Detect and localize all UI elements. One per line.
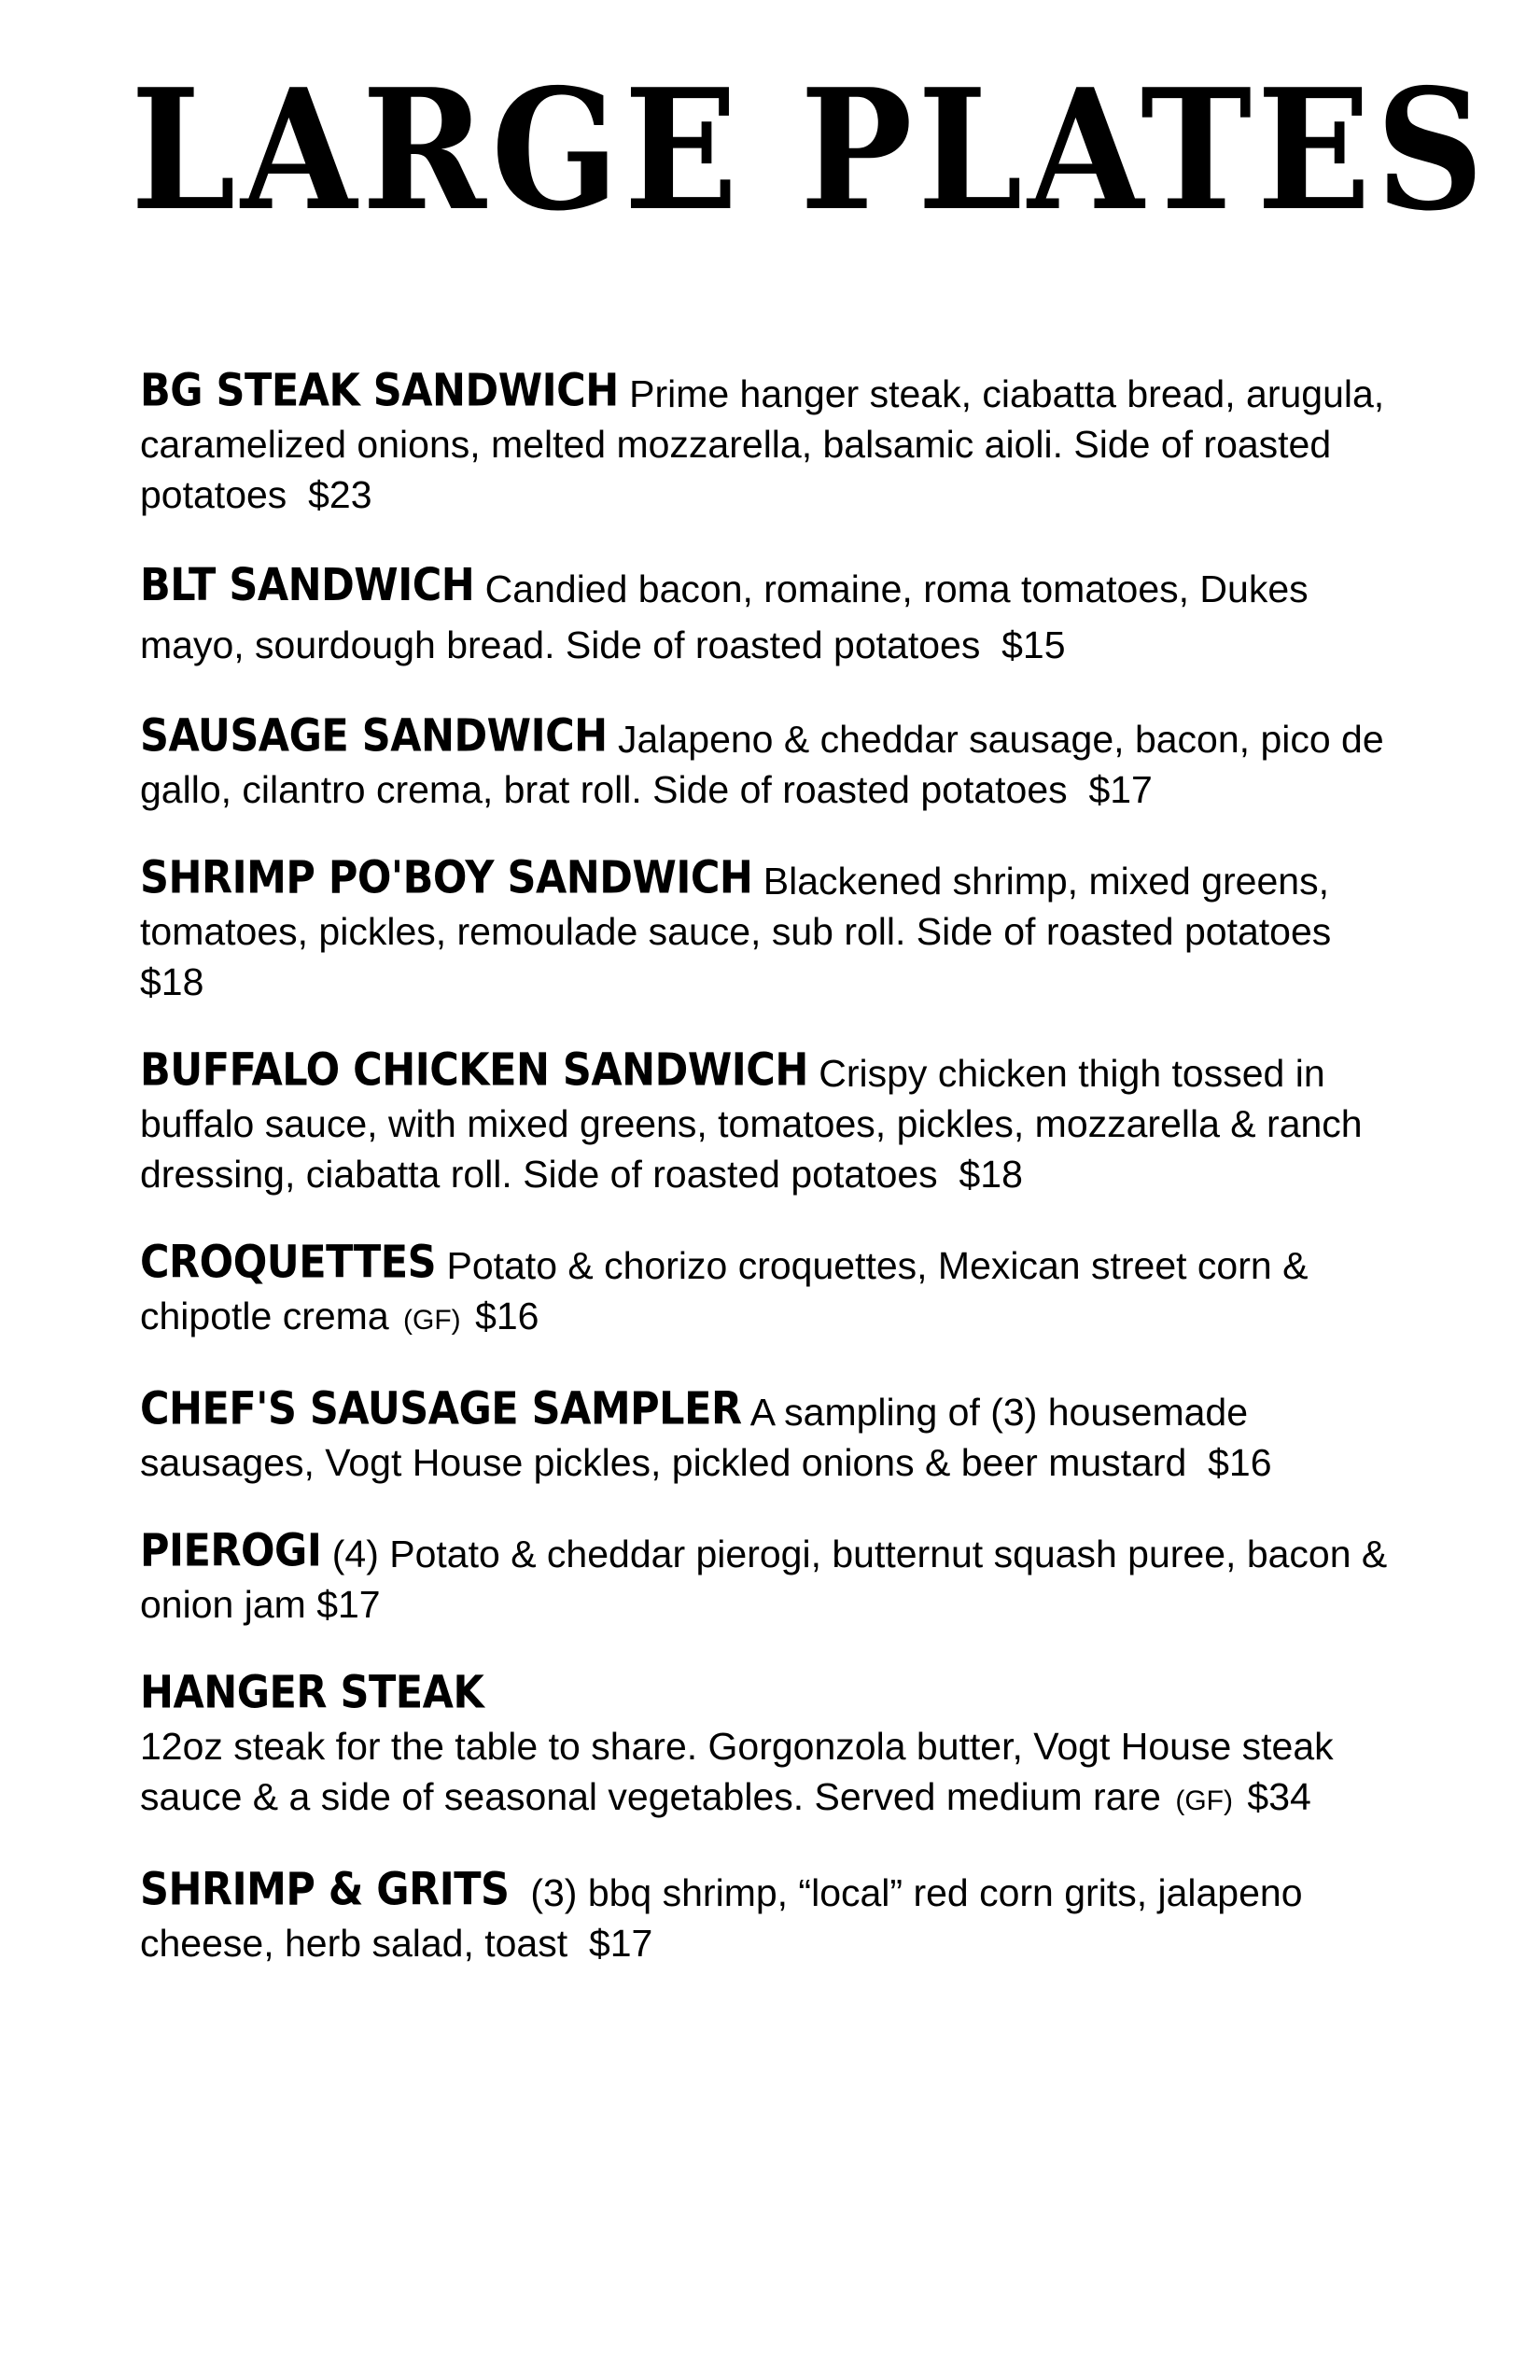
gluten-free-tag: (GF) bbox=[1175, 1785, 1233, 1816]
menu-item bbox=[140, 851, 1409, 1007]
item-price: $16 bbox=[1208, 1441, 1272, 1484]
menu-item bbox=[140, 1524, 1409, 1630]
item-description: Crispy chicken thigh tossed in buffalo sauce, with mixed greens, tomatoes, pickles, mozzarella & ranch dressing, ciabatta roll. Side of roasted potatoes bbox=[140, 1052, 1363, 1196]
item-price: $17 bbox=[1088, 768, 1153, 811]
menu-item bbox=[140, 1236, 1409, 1346]
item-price: $18 bbox=[140, 960, 204, 1003]
menu-item bbox=[140, 364, 1409, 520]
item-name: BG STEAK SANDWICH bbox=[140, 364, 619, 417]
item-description: Prime hanger steak, ciabatta bread, arugula, caramelized onions, melted mozzarella, balsamic aioli. Side of roasted potatoes bbox=[140, 372, 1385, 516]
item-name: CHEF'S SAUSAGE SAMPLER bbox=[140, 1382, 742, 1435]
item-name: SHRIMP & GRITS bbox=[140, 1863, 510, 1916]
item-description: (3) bbq shrimp, “local” red corn grits, jalapeno cheese, herb salad, toast bbox=[140, 1871, 1303, 1965]
gluten-free-tag: (GF) bbox=[403, 1305, 461, 1336]
item-name: BUFFALO CHICKEN SANDWICH bbox=[140, 1043, 808, 1097]
item-price: $16 bbox=[475, 1295, 539, 1337]
item-name: SAUSAGE SANDWICH bbox=[140, 709, 608, 763]
item-price: $34 bbox=[1247, 1775, 1311, 1818]
menu-item bbox=[140, 561, 1409, 673]
menu-item bbox=[140, 1382, 1409, 1488]
menu-item bbox=[140, 709, 1409, 815]
page-title: LARGE PLATES bbox=[131, 52, 1490, 247]
item-name: CROQUETTES bbox=[140, 1236, 437, 1289]
menu-item bbox=[140, 1043, 1409, 1199]
item-name: PIEROGI bbox=[140, 1524, 322, 1577]
item-description: A sampling of (3) housemade sausages, Vogt House pickles, pickled onions & beer mustard bbox=[140, 1391, 1249, 1484]
item-price: $17 bbox=[588, 1922, 653, 1965]
item-description: Blackened shrimp, mixed greens, tomatoes, pickles, remoulade sauce, sub roll. Side of roasted potatoes bbox=[140, 860, 1332, 953]
item-name: HANGER STEAK bbox=[140, 1666, 484, 1719]
item-description: (4) Potato & cheddar pierogi, butternut squash puree, bacon & onion jam bbox=[140, 1533, 1388, 1626]
item-price: $17 bbox=[316, 1583, 381, 1626]
item-description: 12oz steak for the table to share. Gorgonzola butter, Vogt House steak sauce & a side of seasonal vegetables. Served medium rare bbox=[140, 1725, 1334, 1818]
item-name: SHRIMP PO'BOY SANDWICH bbox=[140, 851, 753, 904]
item-description: Jalapeno & cheddar sausage, bacon, pico de gallo, cilantro crema, brat roll. Side of roasted potatoes bbox=[140, 718, 1384, 811]
item-price: $23 bbox=[308, 473, 372, 516]
item-name: BLT SANDWICH bbox=[140, 559, 475, 612]
item-description: Candied bacon, romaine, roma tomatoes, Dukes mayo, sourdough bread. Side of roasted potatoes bbox=[140, 567, 1309, 666]
menu-item bbox=[140, 1666, 1409, 1827]
menu-list bbox=[140, 364, 1409, 2009]
item-description: Potato & chorizo croquettes, Mexican street corn & chipotle crema bbox=[140, 1244, 1309, 1337]
item-price: $18 bbox=[959, 1153, 1023, 1196]
item-price: $15 bbox=[1001, 623, 1066, 666]
menu-item bbox=[140, 1863, 1409, 1968]
